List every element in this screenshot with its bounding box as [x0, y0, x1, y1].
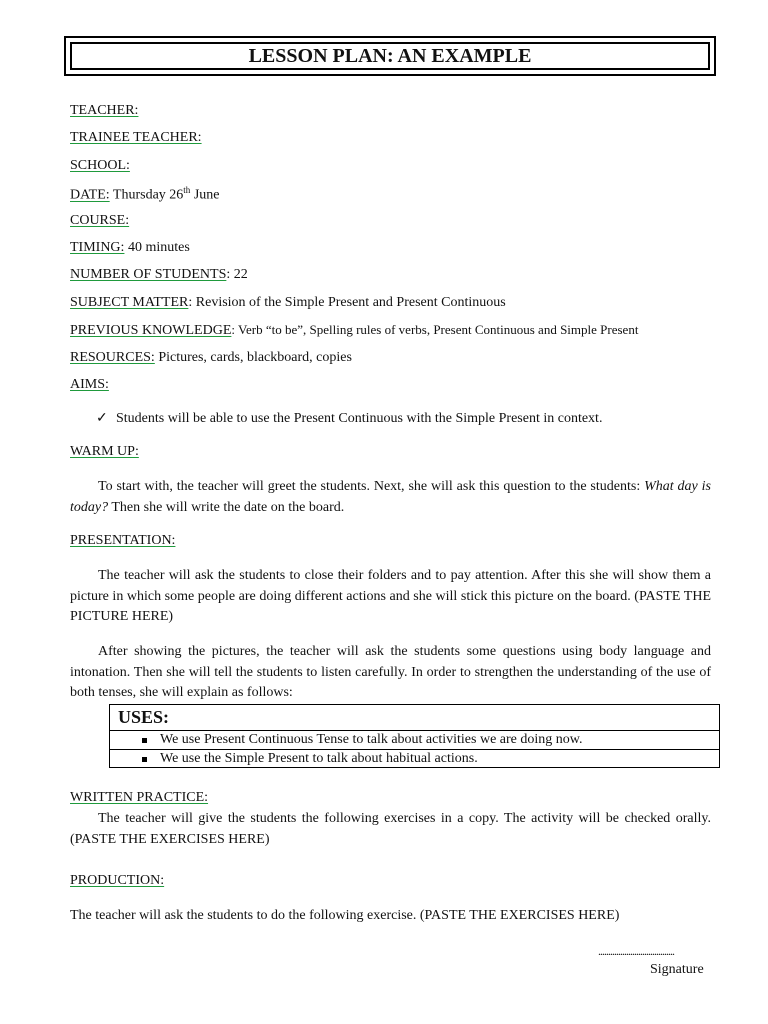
teacher-label: TEACHER:: [70, 103, 139, 118]
date-label: DATE:: [70, 187, 110, 203]
uses-heading: USES:: [110, 705, 719, 731]
uses-row: [110, 750, 719, 768]
field-timing: [70, 240, 190, 256]
resources-value: Pictures, cards, blackboard, copies: [154, 350, 352, 365]
production-text: The teacher will ask the students to do the following exercise. (PASTE THE EXERCISES HERE): [70, 908, 620, 923]
field-date: [70, 185, 219, 204]
bullet-icon: [142, 738, 147, 743]
written-practice-text: The teacher will give the students the following exercises in a copy. The activity will be checked orally. (PASTE THE EXERCISES HERE): [70, 811, 711, 847]
previous-label: PREVIOUS KNOWLEDGE: [70, 323, 232, 338]
previous-value: : Verb “to be”, Spelling rules of verbs, Present Continuous and Simple Present: [231, 322, 639, 337]
presentation-heading: [70, 533, 175, 549]
date-value: Thursday 26: [109, 187, 184, 203]
warmup-paragraph: [70, 477, 711, 518]
written-practice-label: WRITTEN PRACTICE:: [70, 790, 209, 805]
aims-list-item: [96, 410, 602, 427]
course-label: COURSE:: [70, 213, 130, 228]
warmup-question: What day is today?: [70, 479, 711, 515]
presentation-paragraph-1: [70, 566, 711, 628]
production-label: PRODUCTION:: [70, 873, 165, 888]
presentation-p1-text: The teacher will ask the students to close their folders and to pay attention. After this she will show them a picture in which some people are doing different actions and she will stick this picture on the board. (PASTE THE PICTURE HERE): [70, 568, 711, 624]
title-box: [64, 36, 716, 76]
students-value: : 22: [226, 267, 248, 282]
checkmark-icon: ✓: [96, 411, 108, 426]
field-course: [70, 213, 129, 229]
aims-item-text: Students will be able to use the Present Continuous with the Simple Present in context.: [116, 411, 603, 426]
students-label: NUMBER OF STUDENTS: [70, 267, 227, 282]
subject-label: SUBJECT MATTER: [70, 295, 189, 310]
date-suffix: th: [183, 185, 191, 195]
resources-label: RESOURCES:: [70, 350, 155, 365]
signature-line: ......................................: [598, 944, 674, 958]
trainee-teacher-label: TRAINEE TEACHER:: [70, 130, 202, 145]
presentation-label: PRESENTATION:: [70, 533, 176, 548]
warmup-text: To start with, the teacher will greet the students. Next, she will ask this question to the students:: [98, 479, 645, 494]
aims-label: AIMS:: [70, 377, 109, 392]
field-aims: [70, 377, 109, 393]
field-resources: [70, 350, 352, 366]
written-practice-heading: [70, 790, 208, 806]
bullet-icon: [142, 757, 147, 762]
uses-table: [109, 704, 720, 768]
page-title: LESSON PLAN: AN EXAMPLE: [70, 42, 710, 70]
uses-item-1: We use Present Continuous Tense to talk about activities we are doing now.: [160, 732, 583, 747]
field-trainee-teacher: [70, 130, 202, 146]
production-paragraph: [70, 906, 711, 927]
timing-label: TIMING:: [70, 240, 125, 255]
warmup-heading: [70, 444, 139, 460]
production-heading: [70, 873, 164, 889]
written-practice-paragraph: [70, 809, 711, 850]
field-previous-knowledge: [70, 322, 638, 339]
school-label: SCHOOL:: [70, 158, 130, 173]
uses-item-2: We use the Simple Present to talk about habitual actions.: [160, 751, 478, 766]
warmup-label: WARM UP:: [70, 444, 139, 459]
warmup-text-end: Then she will write the date on the board.: [108, 499, 345, 515]
presentation-p2-text: After showing the pictures, the teacher will ask the students some questions using body language and intonation. Then she will tell the students to listen carefully. In order to strengthen the understanding of the use of both tenses, she will explain as follows:: [70, 644, 711, 700]
field-teacher: [70, 103, 138, 119]
date-month: June: [190, 187, 220, 203]
field-number-of-students: [70, 267, 248, 283]
presentation-paragraph-2: [70, 642, 711, 704]
uses-row: [110, 731, 719, 750]
field-subject-matter: [70, 295, 506, 311]
timing-value: 40 minutes: [124, 240, 190, 255]
field-school: [70, 158, 130, 174]
subject-value: : Revision of the Simple Present and Present Continuous: [188, 295, 506, 310]
signature-label: Signature: [650, 962, 704, 977]
